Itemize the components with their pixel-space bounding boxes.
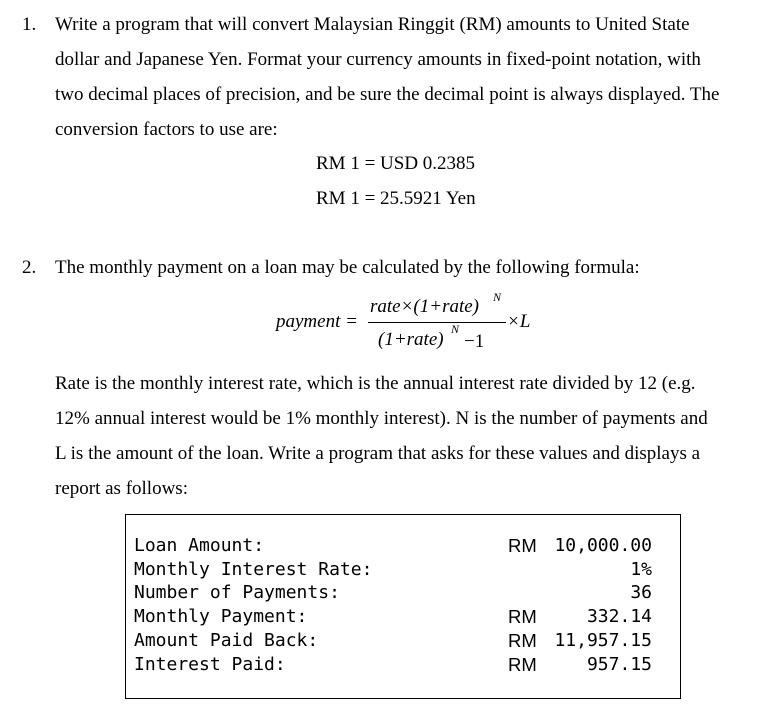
report-value-monthly-payment: 332.14 [586, 606, 652, 627]
formula-numerator: rate×(1+rate) [370, 296, 480, 317]
report-label-monthly-interest-rate: Monthly Interest Rate: [134, 559, 373, 580]
report-value-loan-amount: 10,000.00 [554, 535, 652, 556]
formula-denominator: (1+rate) [378, 329, 444, 350]
formula-denominator-exponent: N [451, 322, 460, 336]
report-value-number-of-payments: 36 [630, 582, 652, 603]
question-1-line-4: conversion factors to use are: [55, 119, 278, 140]
report-label-amount-paid-back: Amount Paid Back: [134, 630, 319, 651]
report-prefix-amount-paid-back: RM [508, 630, 537, 651]
question-1-number: 1. [22, 14, 37, 35]
report-label-monthly-payment: Monthly Payment: [134, 606, 308, 627]
question-1-line-3: two decimal places of precision, and be sure the decimal point is always displayed. The [55, 84, 720, 105]
question-1-line-2: dollar and Japanese Yen. Format your currency amounts in fixed-point notation, with [55, 49, 701, 70]
question-2-line-1: Rate is the monthly interest rate, which is the annual interest rate divided by 12 (e.g. [55, 373, 696, 394]
report-value-amount-paid-back: 11,957.15 [554, 630, 652, 651]
report-label-loan-amount: Loan Amount: [134, 535, 265, 556]
conversion-usd: RM 1 = USD 0.2385 [316, 153, 476, 174]
formula-fraction-bar [368, 322, 506, 323]
report-prefix-loan-amount: RM [508, 535, 537, 556]
report-value-interest-paid: 957.15 [586, 654, 652, 675]
report-prefix-monthly-payment: RM [508, 606, 537, 627]
report-label-interest-paid: Interest Paid: [134, 654, 286, 675]
formula-multiplier: ×L [507, 311, 531, 332]
conversion-yen: RM 1 = 25.5921 Yen [316, 188, 476, 209]
formula-numerator-exponent: N [493, 290, 502, 304]
formula-denominator-tail: −1 [464, 331, 485, 352]
report-label-number-of-payments: Number of Payments: [134, 582, 340, 603]
report-value-monthly-interest-rate: 1% [630, 559, 652, 580]
question-1-line-1: Write a program that will convert Malaysian Ringgit (RM) amounts to United State [55, 14, 690, 35]
question-2-line-2: 12% annual interest would be 1% monthly interest). N is the number of payments and [55, 408, 708, 429]
report-prefix-interest-paid: RM [508, 654, 537, 675]
question-2-line-4: report as follows: [55, 478, 188, 499]
formula-lhs: payment = [276, 311, 358, 332]
question-2-intro: The monthly payment on a loan may be calculated by the following formula: [55, 257, 640, 278]
question-2-number: 2. [22, 257, 37, 278]
question-2-line-3: L is the amount of the loan. Write a program that asks for these values and displays a [55, 443, 701, 464]
